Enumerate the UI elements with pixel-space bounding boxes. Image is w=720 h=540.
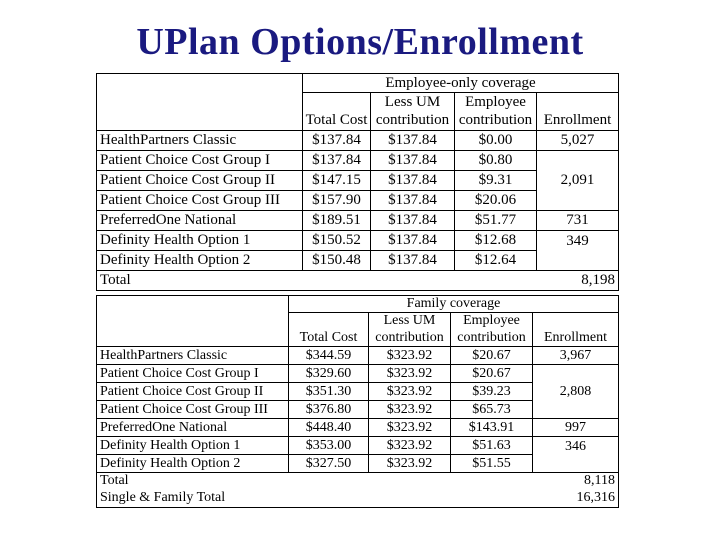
less-um: $323.92 [369,437,451,455]
enrollment-preferredone: 997 [533,419,619,437]
employee-only-table [96,73,619,291]
col-header-total-cost: Total Cost [289,330,369,347]
group-header: Family coverage [289,296,619,313]
less-um: $323.92 [369,347,451,365]
col-header-employee-contribution: contribution [455,112,537,131]
total-cost: $150.52 [303,231,371,251]
plan-name: PreferredOne National [97,211,303,231]
less-um: $137.84 [371,171,455,191]
enrollment-patient-choice: 2,091 [537,151,619,211]
table-row [97,437,619,455]
table-row [97,231,619,251]
total-cost: $147.15 [303,171,371,191]
total-row [97,271,619,291]
employee-contribution: $12.64 [455,251,537,271]
col-header-employee-contribution: contribution [451,330,533,347]
total-cost: $157.90 [303,191,371,211]
total-cost: $448.40 [289,419,369,437]
family-coverage-table [96,295,619,508]
less-um: $137.84 [371,211,455,231]
total-cost: $150.48 [303,251,371,271]
employee-contribution: $51.63 [451,437,533,455]
total-row [97,473,619,490]
total-cost: $353.00 [289,437,369,455]
grand-total-row [97,490,619,508]
employee-contribution: $65.73 [451,401,533,419]
enrollment-healthpartners: 5,027 [537,131,619,151]
employee-contribution: $20.67 [451,365,533,383]
group-header: Employee-only coverage [303,74,619,93]
plan-name: Definity Health Option 2 [97,455,289,473]
employee-contribution: $51.77 [455,211,537,231]
employee-contribution: $143.91 [451,419,533,437]
less-um: $323.92 [369,419,451,437]
total-cost: $376.80 [289,401,369,419]
employee-contribution: $0.80 [455,151,537,171]
col-header-total-cost: Total Cost [303,112,371,131]
plan-name: Definity Health Option 1 [97,437,289,455]
less-um: $323.92 [369,401,451,419]
table-row [97,131,619,151]
less-um: $137.84 [371,251,455,271]
enrollment-healthpartners: 3,967 [533,347,619,365]
employee-contribution: $20.06 [455,191,537,211]
plan-name: Patient Choice Cost Group II [97,171,303,191]
col-header-less-um: Less UM [369,313,451,330]
col-header-employee: Employee [451,313,533,330]
employee-contribution: $0.00 [455,131,537,151]
less-um: $323.92 [369,365,451,383]
total-label: Total [97,271,537,291]
col-header-less-um-contribution: contribution [369,330,451,347]
col-header-enrollment: Enrollment [537,112,619,131]
total-cost: $344.59 [289,347,369,365]
plan-name: Definity Health Option 1 [97,231,303,251]
plan-name: Patient Choice Cost Group I [97,151,303,171]
plan-name: Patient Choice Cost Group II [97,383,289,401]
employee-contribution: $20.67 [451,347,533,365]
plan-name: PreferredOne National [97,419,289,437]
col-header-enrollment: Enrollment [533,330,619,347]
plan-name: Patient Choice Cost Group I [97,365,289,383]
less-um: $137.84 [371,231,455,251]
enrollment-patient-choice: 2,808 [533,365,619,419]
less-um: $137.84 [371,151,455,171]
total-value: 8,198 [537,271,619,291]
total-cost: $189.51 [303,211,371,231]
col-header-employee: Employee [455,93,537,112]
table-row [97,347,619,365]
plan-name: HealthPartners Classic [97,131,303,151]
employee-contribution: $39.23 [451,383,533,401]
less-um: $137.84 [371,131,455,151]
table-row [97,419,619,437]
page-title: UPlan Options/Enrollment [136,21,584,63]
employee-contribution: $9.31 [455,171,537,191]
grand-total-value: 16,316 [533,490,619,508]
table-row [97,365,619,383]
table-row [97,211,619,231]
less-um: $137.84 [371,191,455,211]
plan-name: Patient Choice Cost Group III [97,401,289,419]
plan-name: HealthPartners Classic [97,347,289,365]
enrollment-preferredone: 731 [537,211,619,231]
enrollment-definity: 349 [537,231,619,271]
enrollment-definity: 346 [533,437,619,473]
employee-contribution: $51.55 [451,455,533,473]
employee-contribution: $12.68 [455,231,537,251]
total-value: 8,118 [533,473,619,490]
col-header-less-um: Less UM [371,93,455,112]
table-row [97,151,619,171]
grand-total-label: Single & Family Total [97,490,533,508]
plan-name: Definity Health Option 2 [97,251,303,271]
plan-name: Patient Choice Cost Group III [97,191,303,211]
less-um: $323.92 [369,383,451,401]
col-header-less-um-contribution: contribution [371,112,455,131]
total-cost: $329.60 [289,365,369,383]
less-um: $323.92 [369,455,451,473]
total-cost: $327.50 [289,455,369,473]
total-cost: $137.84 [303,151,371,171]
total-label: Total [97,473,533,490]
total-cost: $351.30 [289,383,369,401]
total-cost: $137.84 [303,131,371,151]
